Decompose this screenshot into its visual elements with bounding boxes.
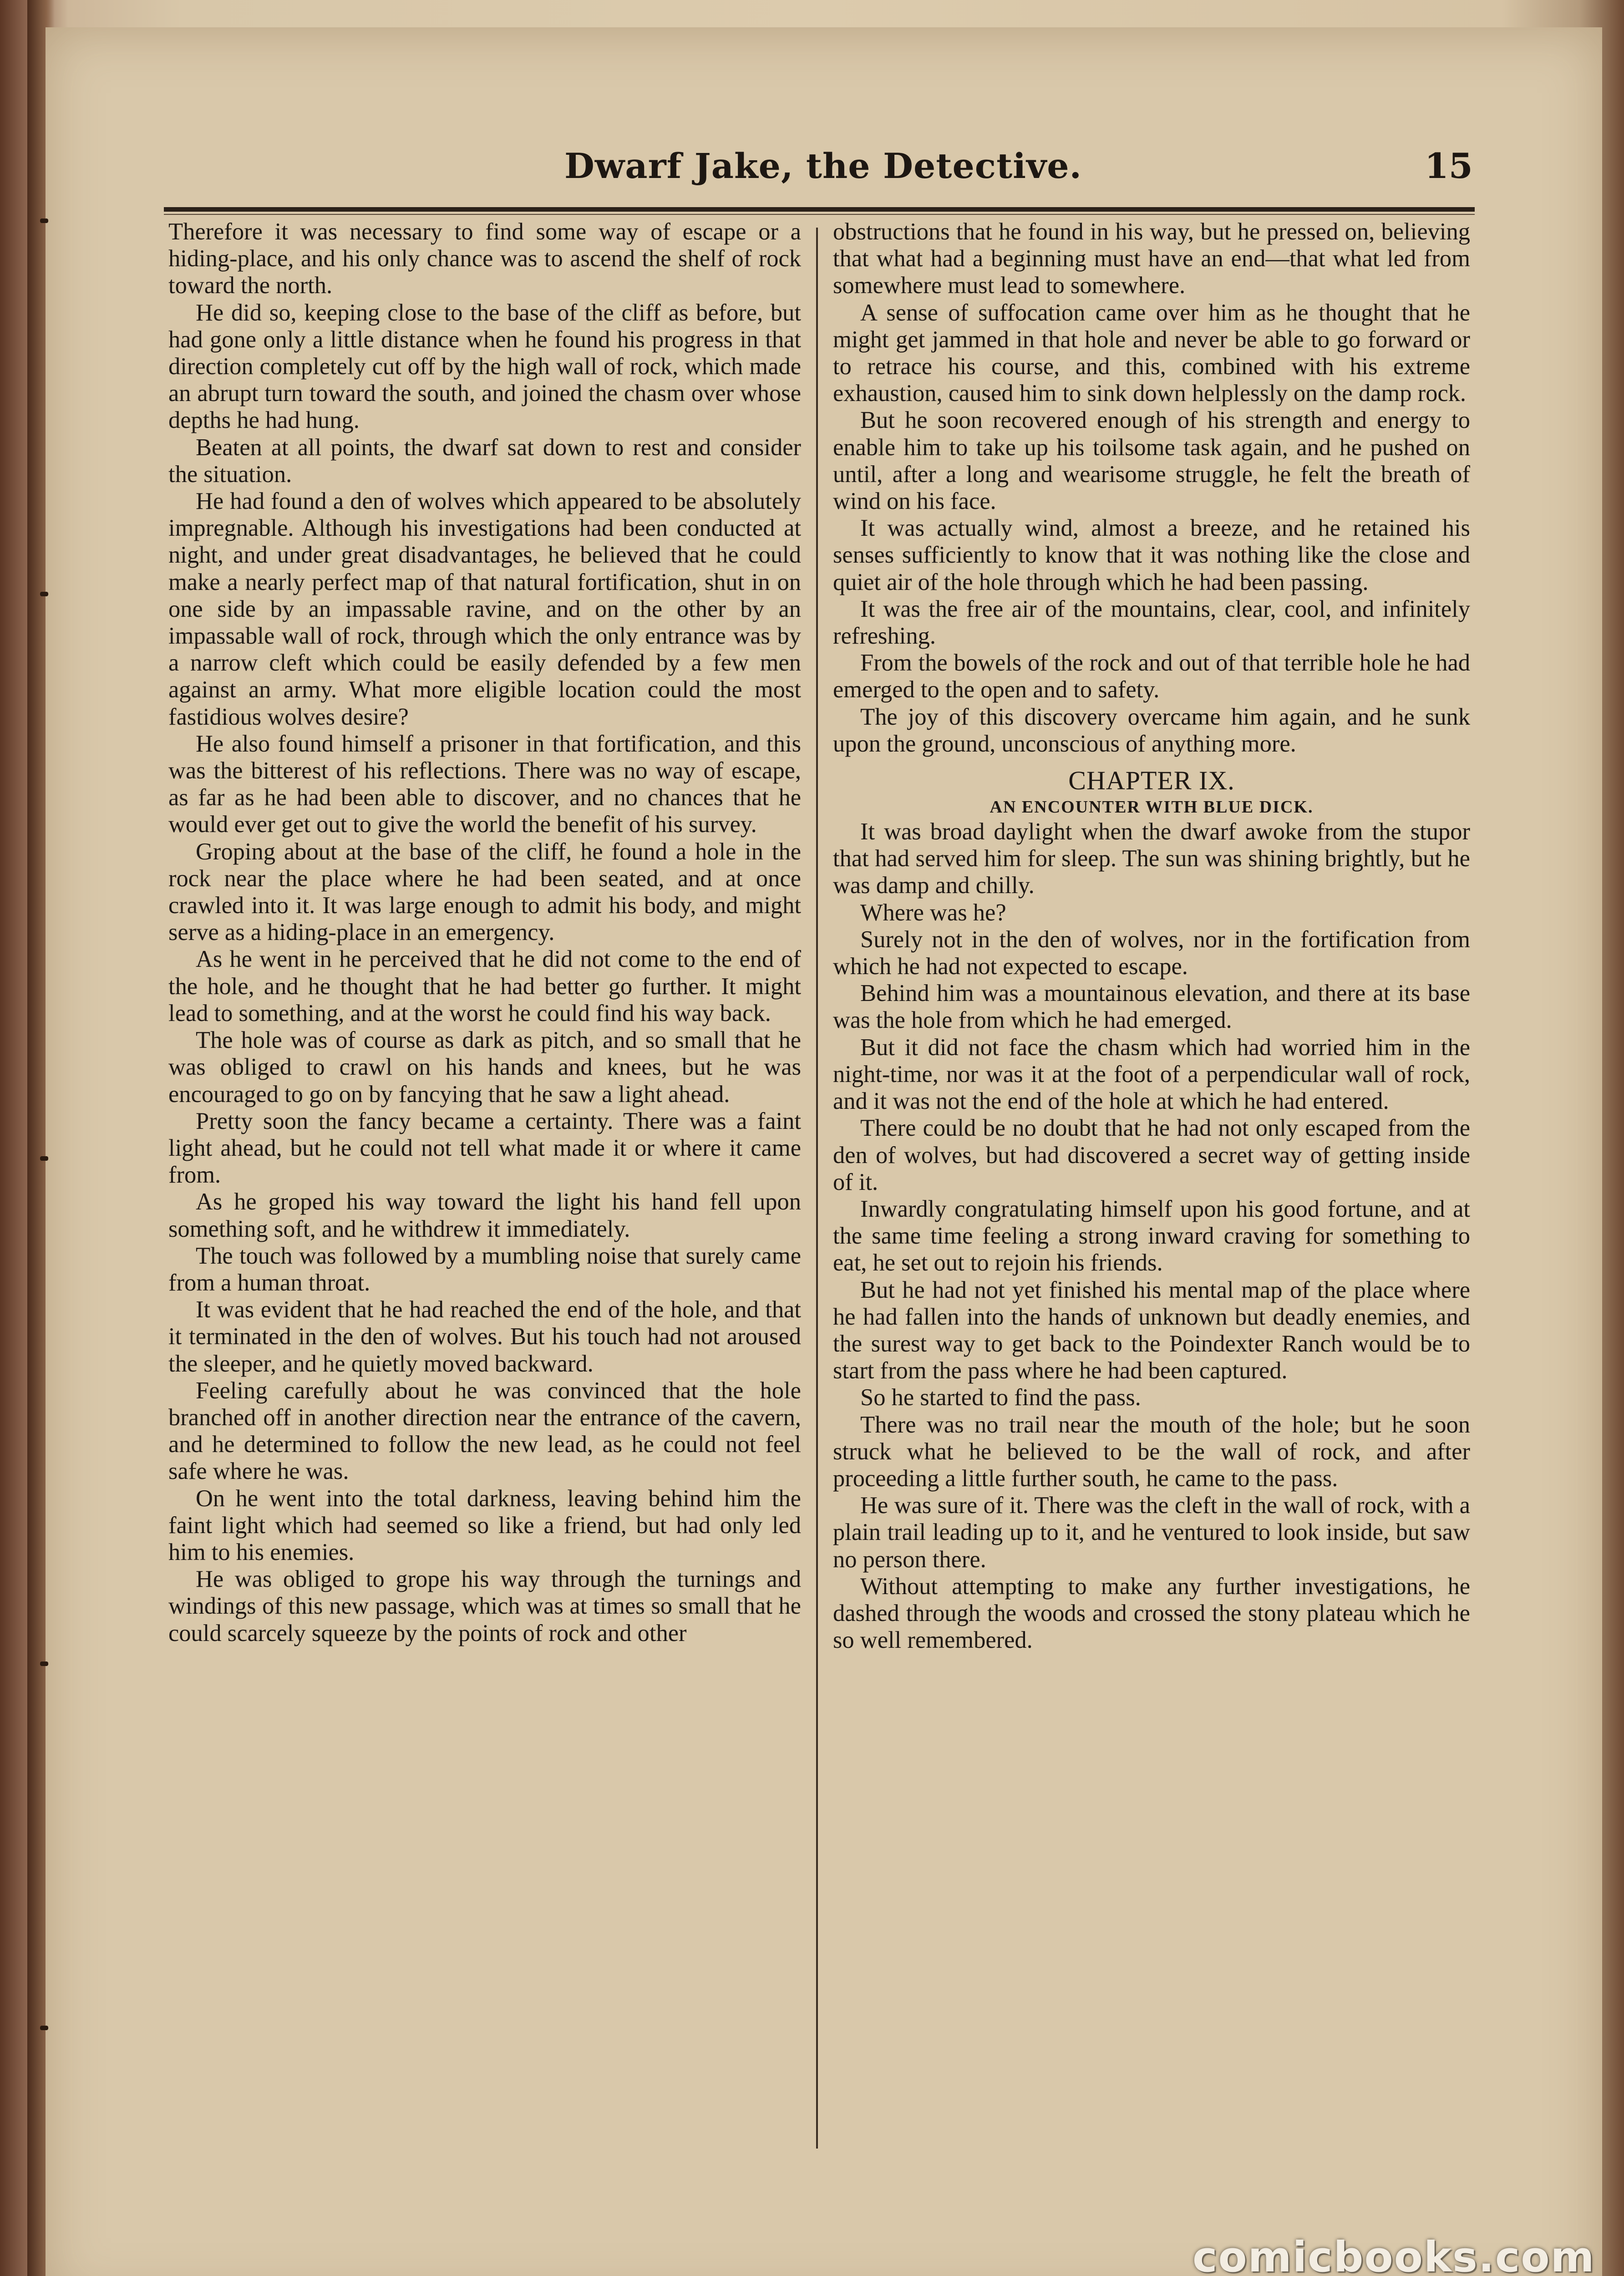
binding-stitch bbox=[40, 592, 48, 596]
paragraph: Without attempting to make any further investigations, he dashed through the woods and crossed the stony plateau which he so well remembered. bbox=[833, 1573, 1470, 1654]
binding-stitch bbox=[40, 218, 48, 223]
running-head-title: Dwarf Jake, the Detective. bbox=[564, 146, 1082, 186]
column-divider bbox=[816, 228, 818, 2149]
paragraph: Surely not in the den of wolves, nor in the fortification from which he had not expected to escape. bbox=[833, 926, 1470, 980]
paragraph: It was evident that he had reached the end of the hole, and that it terminated in the den of wolves. But his touch had not aroused the sleeper, and he quietly moved backward. bbox=[168, 1296, 801, 1377]
paragraph: The joy of this discovery overcame him again, and he sunk upon the ground, unconscious of anything more. bbox=[833, 703, 1470, 757]
paragraph: Feeling carefully about he was convinced that the hole branched off in another direction near the entrance of the cavern, and he determined to follow the new lead, as he could not feel safe where he was. bbox=[168, 1377, 801, 1485]
paragraph: As he groped his way toward the light his hand fell upon something soft, and he withdrew it immediately. bbox=[168, 1189, 801, 1242]
paragraph: Inwardly congratulating himself upon his good fortune, and at the same time feeling a strong inward craving for something to eat, he set out to rejoin his friends. bbox=[833, 1195, 1470, 1276]
paragraph: He was obliged to grope his way through the turnings and windings of this new passage, which was at times so small that he could scarcely squeeze by the points of rock and other bbox=[168, 1566, 801, 1646]
paragraph: The hole was of course as dark as pitch, and so small that he was obliged to crawl on his hands and knees, but he was encouraged to go on by fancying that he saw a light ahead. bbox=[168, 1027, 801, 1108]
right-column bbox=[833, 218, 1470, 1654]
paragraph: There could be no doubt that he had not only escaped from the den of wolves, but had discovered a secret way of getting inside of it. bbox=[833, 1115, 1470, 1195]
paragraph: On he went into the total darkness, leaving behind him the faint light which had seemed so like a friend, but had only led him to his enemies. bbox=[168, 1485, 801, 1565]
paragraph: Behind him was a mountainous elevation, and there at its base was the hole from which he had emerged. bbox=[833, 980, 1470, 1034]
paragraph: A sense of suffocation came over him as he thought that he might get jammed in that hole and never be able to go forward or to retrace his course, and this, combined with his extreme exhaustion, caused him to sink down helplessly on the damp rock. bbox=[833, 299, 1470, 407]
paragraph: He did so, keeping close to the base of the cliff as before, but had gone only a little distance when he found his progress in that direction completely cut off by the high wall of rock, which made an abrupt turn toward the south, and joined the chasm over whose depths he had hung. bbox=[168, 299, 801, 434]
header-rule bbox=[164, 207, 1475, 212]
header-rule-thin bbox=[164, 214, 1475, 215]
left-column bbox=[168, 218, 801, 1647]
paragraph: He was sure of it. There was the cleft in the wall of rock, with a plain trail leading up to it, and he ventured to look inside, but saw no person there. bbox=[833, 1492, 1470, 1573]
chapter-subtitle: AN ENCOUNTER WITH BLUE DICK. bbox=[990, 798, 1314, 817]
paragraph: It was actually wind, almost a breeze, and he retained his senses sufficiently to know that it was nothing like the close and quiet air of the hole through which he had been passing. bbox=[833, 515, 1470, 595]
paragraph: He had found a den of wolves which appeared to be absolutely impregnable. Although his investigations had been conducted at night, and under great disadvantages, he believed that he could make a nearly perfect map of that natural fortification, shut in on one side by an impassable ravine, and on the other by an impassable wall of rock, through which the only entrance was by a narrow cleft which could be easily defended by a few men against an army. What more eligible location could the most fastidious wolves desire? bbox=[168, 488, 801, 730]
paragraph: Therefore it was necessary to find some way of escape or a hiding-place, and his only chance was to ascend the shelf of rock toward the north. bbox=[168, 218, 801, 299]
watermark-text: comicbooks.com bbox=[1193, 2233, 1595, 2276]
paragraph: So he started to find the pass. bbox=[860, 1384, 1141, 1411]
paragraph: It was the free air of the mountains, clear, cool, and infinitely refreshing. bbox=[833, 595, 1470, 650]
paragraph: It was broad daylight when the dwarf awoke from the stupor that had served him for sleep. The sun was shining brightly, but he was damp and chilly. bbox=[833, 818, 1470, 899]
paragraph: obstructions that he found in his way, but he pressed on, believing that what had a beginning must have an end—that what led from somewhere must lead to somewhere. bbox=[833, 218, 1470, 299]
page-number: 15 bbox=[1425, 146, 1473, 186]
binding-stitch bbox=[40, 1661, 48, 1666]
paragraph: From the bowels of the rock and out of that terrible hole he had emerged to the open and to safety. bbox=[833, 650, 1470, 703]
paragraph: Beaten at all points, the dwarf sat down to rest and consider the situation. bbox=[168, 434, 801, 488]
binding-stitch bbox=[40, 1156, 48, 1161]
paragraph: But he had not yet finished his mental map of the place where he had fallen into the hands of unknown but deadly enemies, and the surest way to get back to the Poindexter Ranch would be to start from the pass where he had been captured. bbox=[833, 1276, 1470, 1384]
paragraph: The touch was followed by a mumbling noise that surely came from a human throat. bbox=[168, 1242, 801, 1296]
paragraph: But it did not face the chasm which had worried him in the night-time, nor was it at the foot of a perpendicular wall of rock, and it was not the end of the hole at which he had entered. bbox=[833, 1034, 1470, 1115]
paragraph: There was no trail near the mouth of the hole; but he soon struck what he believed to be the wall of rock, and after proceeding a little further south, he came to the pass. bbox=[833, 1411, 1470, 1492]
paragraph: He also found himself a prisoner in that fortification, and this was the bitterest of his reflections. There was no way of escape, as far as he had been able to discover, and no chances that he would ever get out to give the world the benefit of his survey. bbox=[168, 730, 801, 838]
paragraph: As he went in he perceived that he did not come to the end of the hole, and he thought that he had better go further. It might lead to something, and at the worst he could find his way back. bbox=[168, 946, 801, 1026]
chapter-heading: CHAPTER IX. bbox=[1068, 766, 1235, 796]
paragraph: Groping about at the base of the cliff, he found a hole in the rock near the place where he had been seated, and at once crawled into it. It was large enough to admit his body, and might serve as a hiding-place in an emergency. bbox=[168, 838, 801, 946]
paragraph: Where was he? bbox=[860, 899, 1006, 926]
paragraph: Pretty soon the fancy became a certainty. There was a faint light ahead, but he could not tell what made it or where it came from. bbox=[168, 1108, 801, 1189]
binding-stitch bbox=[40, 2026, 48, 2030]
paragraph: But he soon recovered enough of his strength and energy to enable him to take up his toilsome task again, and he pushed on until, after a long and wearisome struggle, he felt the breath of wind on his face. bbox=[833, 407, 1470, 515]
